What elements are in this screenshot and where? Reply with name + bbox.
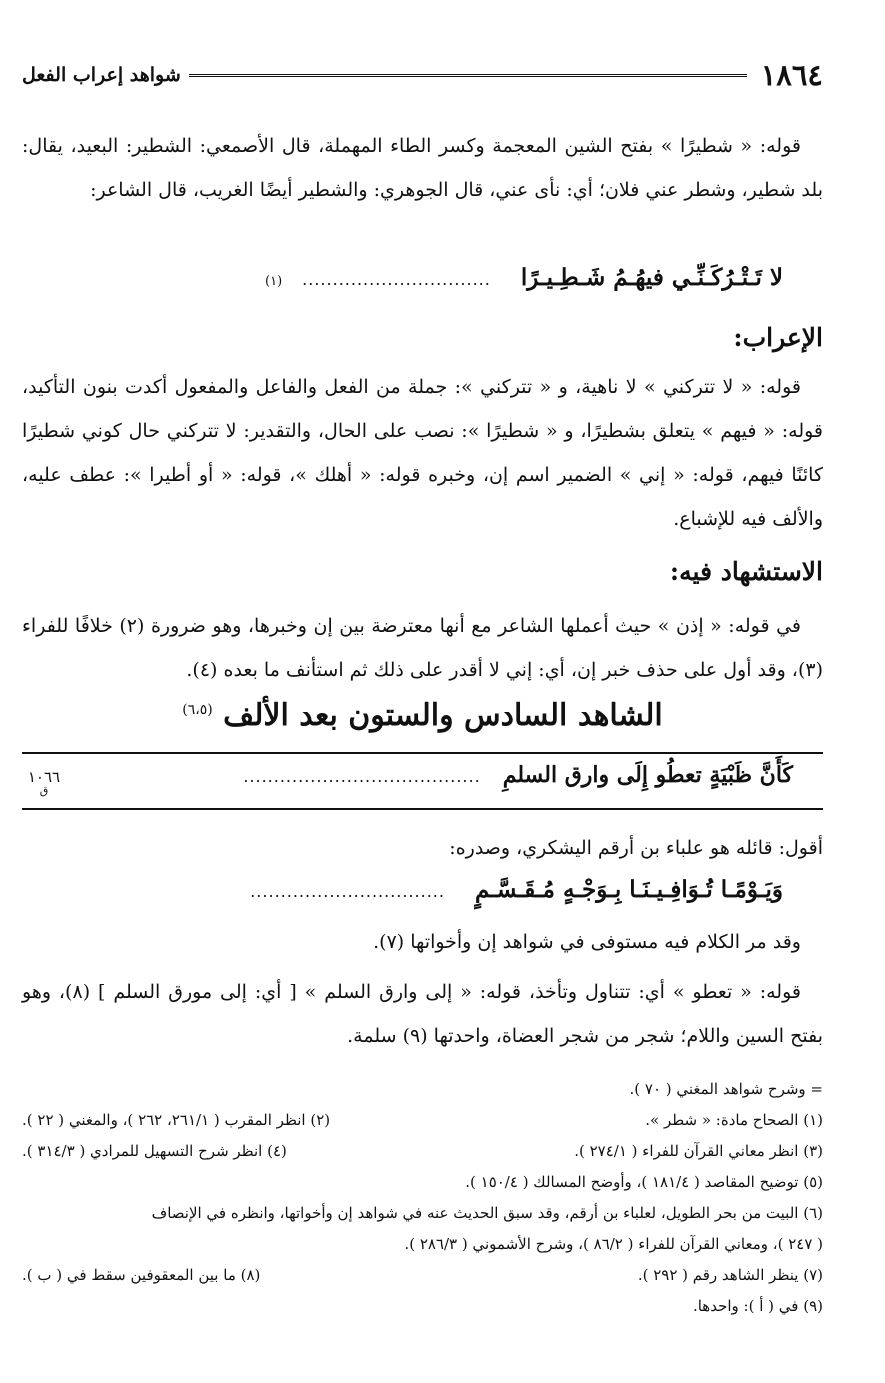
paragraph-istishhad-block — [22, 604, 823, 692]
paragraph-author-block — [22, 826, 823, 870]
verse-2-text: كَأَنَّ ظَبْيَةٍ تعطُو إِلَى وارق السلمِ — [502, 762, 793, 788]
top-rule — [22, 752, 823, 754]
footnote-1: (١) الصحاح مادة: « شطر ». — [645, 1111, 823, 1129]
paragraph-crossref-block — [22, 920, 823, 964]
footnote-2: (٢) انظر المقرب ( ٢٦١/١، ٢٦٢ )، والمغني ( ٢٢ ). — [22, 1111, 331, 1129]
verse-1-footnote-ref: (١) — [265, 274, 283, 289]
verse-2-number — [22, 770, 66, 798]
running-title: شواهد إعراب الفعل — [22, 64, 181, 86]
footnote-7: (٧) ينظر الشاهد رقم ( ٢٩٢ ). — [637, 1266, 823, 1284]
verse-3-text: وَيَـوْمًـا تُـوَافِـيـنَـا بِـوَجْـهٍ مُـقَـسَّـمٍ — [474, 876, 783, 903]
paragraph-intro-block — [22, 124, 823, 212]
section-irab — [22, 318, 823, 358]
paragraph-irab: قوله: « لا تتركني » لا ناهية، و « تتركني »: جملة من الفعل والفاعل والمفعول أكدت بنون التأكيد، قوله: « فيهم » يتعلق بشطيرًا، و « شطيرًا »: نصب على الحال، والتقدير: لا تتركني حال كوني شطيرًا كائنًا فيهم، قوله: « إني » الضمير اسم إن، وخبره قوله: « أهلك »، قوله: « أو أطيرا »: عطف عليه، والألف فيه للإشباع. — [22, 376, 824, 530]
footnote-8: (٨) ما بين المعقوفين سقط في ( ب ). — [22, 1266, 261, 1284]
paragraph-istishhad: في قوله: « إذن » حيث أعملها الشاعر مع أنها معترضة بين إن وخبرها، وهو ضرورة (٢) خلافًا للفراء (٣)، وقد أول على حذف خبر إن، أي: إني لا أقدر على ذلك ثم استأنف ما بعده (٤). — [22, 615, 823, 681]
footnote-6-line-1: (٦) البيت من بحر الطويل، لعلباء بن أرقم، وقد سبق الحديث عنه في شواهد إن وأخواتها، وانظره في الإنصاف — [151, 1204, 823, 1222]
shahid-title — [22, 698, 823, 733]
footnote-3: (٣) انظر معاني القرآن للفراء ( ٢٧٤/١ ). — [574, 1142, 823, 1160]
page-number: ١٨٦٤ — [760, 58, 823, 92]
verse-1-text: لا تَـتْـرُكَـنِّـي فيهُـمُ شَـطِـيـرًا — [520, 264, 783, 291]
verse-1 — [22, 264, 823, 291]
paragraph-lexical: قوله: « تعطو » أي: تتناول وتأخذ، قوله: « إلى وارق السلم » [ أي: إلى مورق السلم ] (٨)، وهو بفتح السين واللام؛ شجر من شجر العضاة، واحدتها (٩) سلمة. — [22, 981, 823, 1047]
footnote-9: (٩) في ( أ ): واحدها. — [692, 1297, 823, 1315]
verse-2 — [22, 762, 823, 798]
footnote-continuation: = وشرح شواهد المغني ( ٧٠ ). — [629, 1080, 823, 1098]
paragraph-irab-block — [22, 365, 823, 541]
footnote-row-3 — [22, 1260, 823, 1291]
page-header — [22, 58, 823, 92]
shahid-title-text: الشاهد السادس والستون بعد الألف — [223, 698, 663, 733]
verse-1-dots: ............................... — [302, 270, 491, 289]
section-irab-heading: الإعراب: — [733, 323, 823, 352]
verse-2-number-main: ١٠٦٦ — [27, 768, 61, 786]
footnote-6-line-2: ( ٢٤٧ )، ومعاني القرآن للفراء ( ٨٦/٢ )، وشرح الأشموني ( ٢٨٦/٣ ). — [404, 1235, 823, 1253]
verse-2-dots: ....................................... — [243, 767, 481, 786]
verse-2-number-sub: ق — [39, 784, 49, 797]
paragraph-intro: قوله: « شطيرًا » بفتح الشين المعجمة وكسر الطاء المهملة، قال الأصمعي: الشطير: البعيد، يقال: بلد شطير، وشطر عني فلان؛ أي: نأى عني، قال الجوهري: والشطير أيضًا الغريب، قال الشاعر: — [22, 135, 823, 201]
footnote-row-1 — [22, 1105, 823, 1136]
bottom-rule — [22, 808, 823, 810]
header-rule — [189, 74, 747, 77]
footnote-4: (٤) انظر شرح التسهيل للمرادي ( ٣١٤/٣ ). — [22, 1142, 287, 1160]
shahid-title-footnote-ref: (٦،٥) — [182, 702, 213, 718]
section-istishhad — [22, 552, 823, 592]
verse-3 — [22, 876, 823, 903]
paragraph-author: أقول: قائله هو علباء بن أرقم اليشكري، وصدره: — [449, 837, 823, 859]
footnote-5: (٥) توضيح المقاصد ( ١٨١/٤ )، وأوضح المسالك ( ١٥٠/٤ ). — [465, 1173, 823, 1191]
section-istishhad-heading: الاستشهاد فيه: — [669, 557, 823, 586]
paragraph-lexical-block — [22, 970, 823, 1058]
footnotes — [22, 1074, 823, 1322]
paragraph-crossref: وقد مر الكلام فيه مستوفى في شواهد إن وأخواتها (٧). — [373, 931, 801, 953]
footnote-row-2 — [22, 1136, 823, 1167]
verse-3-dots: ................................ — [250, 882, 445, 901]
